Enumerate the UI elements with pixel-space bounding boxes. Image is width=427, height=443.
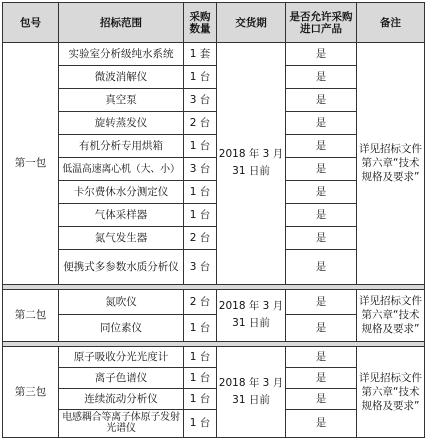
item-quantity: 1 台 <box>184 135 217 158</box>
item-scope: 氮气发生器 <box>59 227 184 250</box>
item-scope: 同位素仪 <box>59 314 184 341</box>
header-import-allowed: 是否允许采购进口产品 <box>286 3 357 43</box>
item-scope: 离子色谱仪 <box>59 367 184 388</box>
item-scope: 氮吹仪 <box>59 289 184 314</box>
item-import: 是 <box>286 250 357 284</box>
table-row <box>3 289 425 314</box>
item-quantity: 2 台 <box>184 112 217 135</box>
item-import: 是 <box>286 346 357 367</box>
package-name: 第一包 <box>3 43 59 285</box>
item-quantity: 1 台 <box>184 66 217 89</box>
item-import: 是 <box>286 289 357 314</box>
item-import: 是 <box>286 204 357 227</box>
item-import: 是 <box>286 409 357 437</box>
item-quantity: 2 台 <box>184 289 217 314</box>
package-note: 详见招标文件第六章“技术规格及要求” <box>357 289 425 341</box>
item-scope: 便携式多参数水质分析仪 <box>59 250 184 284</box>
item-quantity: 3 台 <box>184 89 217 112</box>
package-name: 第三包 <box>3 346 59 437</box>
header-package: 包号 <box>3 3 59 43</box>
item-import: 是 <box>286 388 357 409</box>
header-scope: 招标范围 <box>59 3 184 43</box>
item-import: 是 <box>286 314 357 341</box>
item-import: 是 <box>286 112 357 135</box>
item-scope: 电感耦合等离子体原子发射光谱仪 <box>59 409 184 437</box>
table-row <box>3 43 425 66</box>
item-quantity: 1 台 <box>184 181 217 204</box>
item-scope: 卡尔费休水分测定仪 <box>59 181 184 204</box>
item-import: 是 <box>286 43 357 66</box>
item-scope: 实验室分析级纯水系统 <box>59 43 184 66</box>
package-note: 详见招标文件第六章“技术规格及要求” <box>357 43 425 285</box>
header-quantity: 采购数量 <box>184 3 217 43</box>
item-import: 是 <box>286 227 357 250</box>
package-delivery: 2018 年 3 月 31 日前 <box>217 346 286 437</box>
item-import: 是 <box>286 135 357 158</box>
item-quantity: 2 台 <box>184 227 217 250</box>
item-quantity: 3 台 <box>184 250 217 284</box>
item-quantity: 1 台 <box>184 204 217 227</box>
tender-table <box>2 2 425 438</box>
item-quantity: 3 台 <box>184 158 217 181</box>
item-import: 是 <box>286 181 357 204</box>
header-note: 备注 <box>357 3 425 43</box>
item-quantity: 1 台 <box>184 314 217 341</box>
table-row <box>3 346 425 367</box>
item-scope: 真空泵 <box>59 89 184 112</box>
package-name: 第二包 <box>3 289 59 341</box>
item-scope: 有机分析专用烘箱 <box>59 135 184 158</box>
item-import: 是 <box>286 66 357 89</box>
item-import: 是 <box>286 158 357 181</box>
item-quantity: 1 台 <box>184 346 217 367</box>
item-scope: 气体采样器 <box>59 204 184 227</box>
item-quantity: 1 台 <box>184 388 217 409</box>
item-scope: 低温高速离心机（大、小） <box>59 158 184 181</box>
item-scope: 连续流动分析仪 <box>59 388 184 409</box>
item-quantity: 1 台 <box>184 367 217 388</box>
package-delivery: 2018 年 3 月 31 日前 <box>217 289 286 341</box>
item-scope: 旋转蒸发仪 <box>59 112 184 135</box>
item-scope: 微波消解仪 <box>59 66 184 89</box>
header-delivery: 交货期 <box>217 3 286 43</box>
item-quantity: 1 套 <box>184 43 217 66</box>
item-import: 是 <box>286 89 357 112</box>
item-quantity: 1 台 <box>184 409 217 437</box>
package-note: 详见招标文件第六章“技术规格及要求” <box>357 346 425 437</box>
item-scope: 原子吸收分光光度计 <box>59 346 184 367</box>
package-delivery: 2018 年 3 月 31 日前 <box>217 43 286 285</box>
item-import: 是 <box>286 367 357 388</box>
